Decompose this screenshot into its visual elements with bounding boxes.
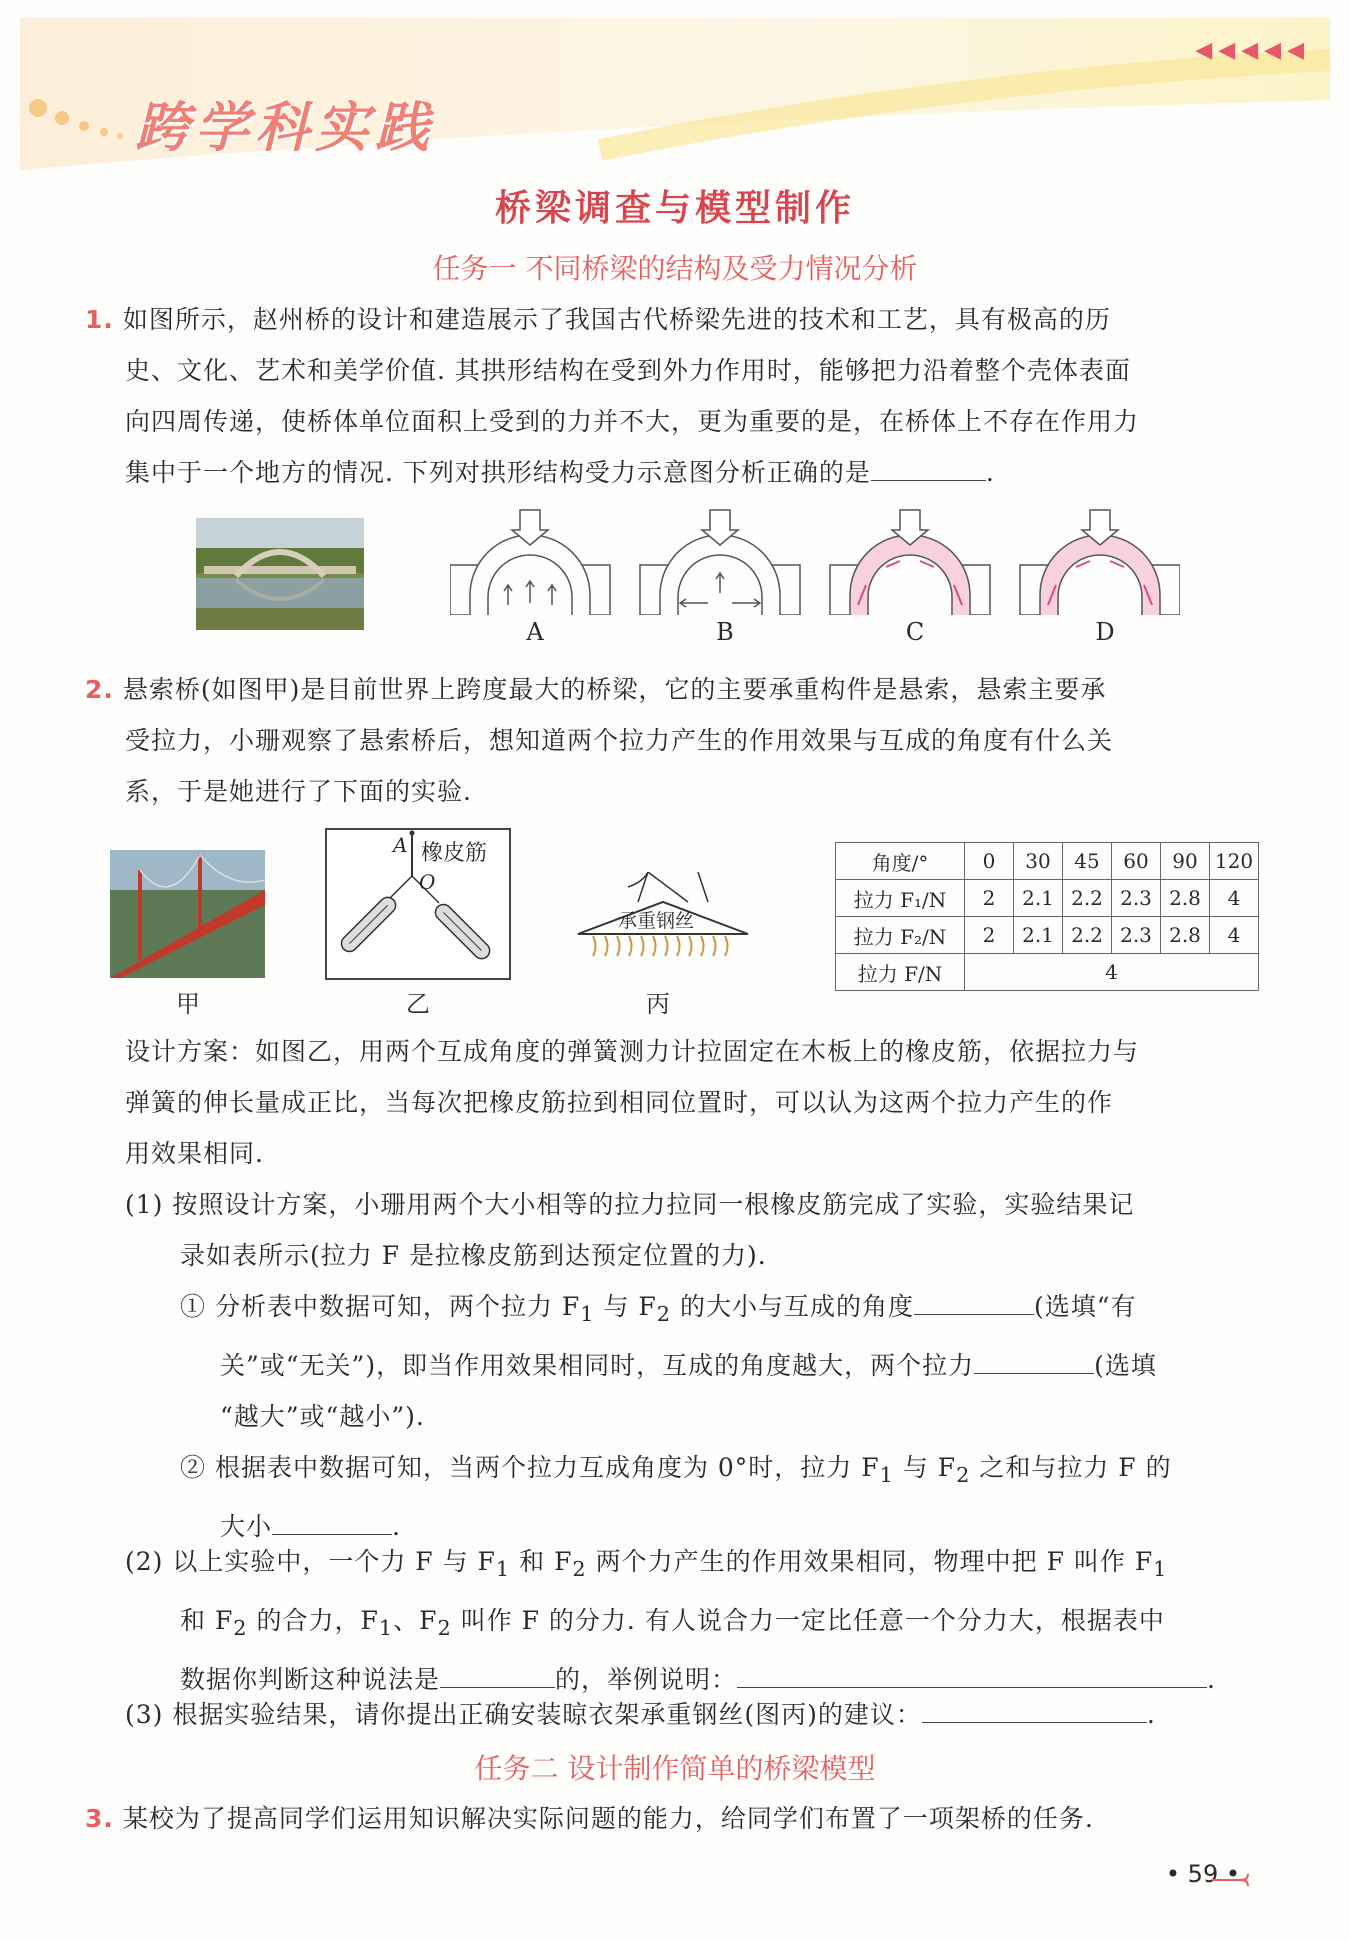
sub2-text: 数据你判断这种说法是	[180, 1665, 441, 1694]
table-cell: 2.1	[1014, 880, 1063, 917]
sub1a-text: (选填“有	[1033, 1292, 1137, 1321]
table-cell: 2.3	[1112, 917, 1161, 954]
sub2-text: 叫作 F 的分力. 有人说合力一定比任意一个分力大，根据表中	[451, 1606, 1165, 1635]
sub1b-text: 与 F	[893, 1453, 957, 1482]
sub1b-text: .	[392, 1512, 401, 1541]
table-row	[836, 954, 1259, 991]
point-o-label: O	[419, 870, 436, 894]
question-2	[85, 664, 1275, 817]
table-cell: 2.8	[1161, 880, 1210, 917]
table-header-cell: 角度/°	[836, 843, 965, 880]
question-1	[85, 294, 1275, 498]
table-row	[836, 843, 1259, 880]
sub3-text: .	[1146, 1700, 1156, 1729]
sub1b-text: 之和与拉力 F 的	[970, 1453, 1172, 1482]
question-number: 1.	[85, 305, 114, 334]
design-line: 设计方案：如图乙，用两个互成角度的弹簧测力计拉固定在木板上的橡皮筋，依据拉力与	[125, 1037, 1140, 1066]
question-3	[85, 1793, 1275, 1844]
table-cell: 拉力 F₂/N	[836, 917, 965, 954]
table-header-cell: 0	[965, 843, 1014, 880]
q1-line: 如图所示，赵州桥的设计和建造展示了我国古代桥梁先进的技术和工艺，具有极高的历	[122, 305, 1111, 334]
q2-line: 系，于是她进行了下面的实验.	[125, 777, 472, 806]
table-cell: 4	[965, 954, 1259, 991]
subquestion-1	[125, 1179, 1275, 1552]
question-number: 2.	[85, 675, 114, 704]
sub1a-text: 关”或“无关”)，即当作用效果相同时，互成的角度越大，两个拉力	[220, 1351, 975, 1380]
subquestion-3	[125, 1689, 1275, 1740]
question-number: 3.	[85, 1804, 114, 1833]
q1-line-end: .	[985, 458, 995, 487]
table-header-cell: 30	[1014, 843, 1063, 880]
q3-text: 某校为了提高同学们运用知识解决实际问题的能力，给同学们布置了一项架桥的任务.	[122, 1804, 1094, 1833]
subscript: 2	[956, 1463, 971, 1487]
table-row	[836, 880, 1259, 917]
sub2-text: (2) 以上实验中，一个力 F 与 F	[125, 1547, 496, 1576]
table-cell: 2.2	[1063, 917, 1112, 954]
sub2-text: 和 F	[510, 1547, 573, 1576]
subscript: 2	[572, 1557, 587, 1581]
sub2-text: 的合力，F	[247, 1606, 379, 1635]
answer-blank[interactable]	[440, 1662, 555, 1688]
design-line: 用效果相同.	[125, 1139, 264, 1168]
table-cell: 2	[965, 917, 1014, 954]
q1-line: 向四周传递，使桥体单位面积上受到的力并不大，更为重要的是，在桥体上不存在作用力	[125, 407, 1140, 436]
table-header-cell: 60	[1112, 843, 1161, 880]
q1-line: 集中于一个地方的情况. 下列对拱形结构受力示意图分析正确的是	[125, 458, 871, 487]
subscript: 1	[580, 1302, 595, 1326]
table-header-cell: 45	[1063, 843, 1112, 880]
subscript: 2	[656, 1302, 672, 1326]
sub1b-text: 大小	[220, 1512, 273, 1541]
arch-diagram-c	[830, 510, 990, 615]
option-c-label: C	[905, 618, 925, 646]
table-header-cell: 120	[1210, 843, 1259, 880]
fig-bing-label: 丙	[646, 990, 670, 1018]
subscript: 2	[437, 1616, 452, 1640]
zhaozhou-bridge-photo	[196, 518, 364, 630]
sub1-line: (1) 按照设计方案，小珊用两个大小相等的拉力拉同一根橡皮筋完成了实验，实验结果记	[125, 1190, 1135, 1219]
design-line: 弹簧的伸长量成正比，当每次把橡皮筋拉到相同位置时，可以认为这两个拉力产生的作	[125, 1088, 1114, 1117]
table-cell: 2.3	[1112, 880, 1161, 917]
sub1a-text: 与 F	[594, 1292, 657, 1321]
table-row	[836, 917, 1259, 954]
table-cell: 拉力 F₁/N	[836, 880, 965, 917]
arch-force-diagrams	[450, 505, 1180, 615]
task2-heading: 任务二 设计制作简单的桥梁模型	[474, 1752, 876, 1785]
sub1a-text: ① 分析表中数据可知，两个拉力 F	[180, 1292, 581, 1321]
fig-jia-label: 甲	[176, 990, 200, 1018]
section-title: 跨学科实践	[135, 96, 435, 159]
task1-heading: 任务一 不同桥梁的结构及受力情况分析	[432, 252, 918, 285]
sub1b-text: ② 根据表中数据可知，当两个拉力互成角度为 0°时，拉力 F	[180, 1453, 880, 1482]
subscript: 2	[233, 1616, 248, 1640]
arch-diagram-a	[450, 510, 610, 615]
sub1a-text: 的大小与互成的角度	[671, 1292, 914, 1321]
arch-diagram-b	[640, 510, 800, 615]
arch-diagram-d	[1020, 510, 1180, 615]
option-a-label: A	[526, 618, 544, 646]
force-angle-table	[835, 842, 1259, 991]
answer-blank[interactable]	[914, 1289, 1034, 1315]
table-header-cell: 90	[1161, 843, 1210, 880]
page-number: • 59 •	[1165, 1860, 1240, 1888]
table-cell: 2.1	[1014, 917, 1063, 954]
q2-line: 悬索桥(如图甲)是目前世界上跨度最大的桥梁，它的主要承重构件是悬索，悬索主要承	[122, 675, 1107, 704]
sub2-text: 的，举例说明：	[555, 1665, 738, 1694]
answer-blank[interactable]	[922, 1697, 1147, 1723]
answer-blank[interactable]	[871, 455, 986, 481]
subscript: 1	[1153, 1557, 1168, 1581]
subquestion-2	[125, 1536, 1275, 1705]
q2-line: 受拉力，小珊观察了悬索桥后，想知道两个拉力产生的作用效果与互成的角度有什么关	[125, 726, 1114, 755]
option-d-label: D	[1095, 618, 1115, 646]
steel-wire-label: 承重钢丝	[618, 910, 695, 932]
decorative-arrows-icon: ◀◀◀◀◀	[1195, 38, 1310, 63]
subscript: 1	[879, 1463, 894, 1487]
answer-blank[interactable]	[272, 1509, 392, 1535]
sub3-text: (3) 根据实验结果，请你提出正确安装晾衣架承重钢丝(图丙)的建议：	[125, 1700, 922, 1729]
subscript: 1	[378, 1616, 394, 1640]
sub2-text: 、F	[393, 1606, 438, 1635]
header-banner	[0, 0, 1350, 200]
table-cell: 4	[1210, 917, 1259, 954]
point-a-label: A	[393, 833, 408, 857]
rubber-band-label: 橡皮筋	[421, 841, 488, 866]
table-cell: 拉力 F/N	[836, 954, 965, 991]
table-cell: 4	[1210, 880, 1259, 917]
sub2-text: .	[1207, 1665, 1216, 1694]
table-cell: 2	[965, 880, 1014, 917]
q1-line: 史、文化、艺术和美学价值. 其拱形结构在受到外力作用时，能够把力沿着整个壳体表面	[125, 356, 1131, 385]
page-title: 桥梁调查与模型制作	[494, 187, 855, 229]
option-b-label: B	[716, 618, 734, 646]
sub1-line: 录如表所示(拉力 F 是拉橡皮筋到达预定位置的力).	[180, 1241, 767, 1270]
sub1a-text: (选填	[1094, 1351, 1157, 1380]
page-ornament-icon	[1210, 1868, 1250, 1892]
sub1a-text: “越大”或“越小”).	[220, 1402, 425, 1431]
sub2-text: 和 F	[180, 1606, 234, 1635]
subscript: 1	[495, 1557, 511, 1581]
table-cell: 2.8	[1161, 917, 1210, 954]
answer-blank[interactable]	[974, 1348, 1094, 1374]
suspension-bridge-photo	[110, 850, 265, 978]
answer-blank[interactable]	[737, 1662, 1207, 1688]
design-plan	[125, 1026, 1275, 1179]
table-cell: 2.2	[1063, 880, 1112, 917]
sub2-text: 两个力产生的作用效果相同，物理中把 F 叫作 F	[586, 1547, 1154, 1576]
fig-yi-label: 乙	[406, 990, 430, 1018]
